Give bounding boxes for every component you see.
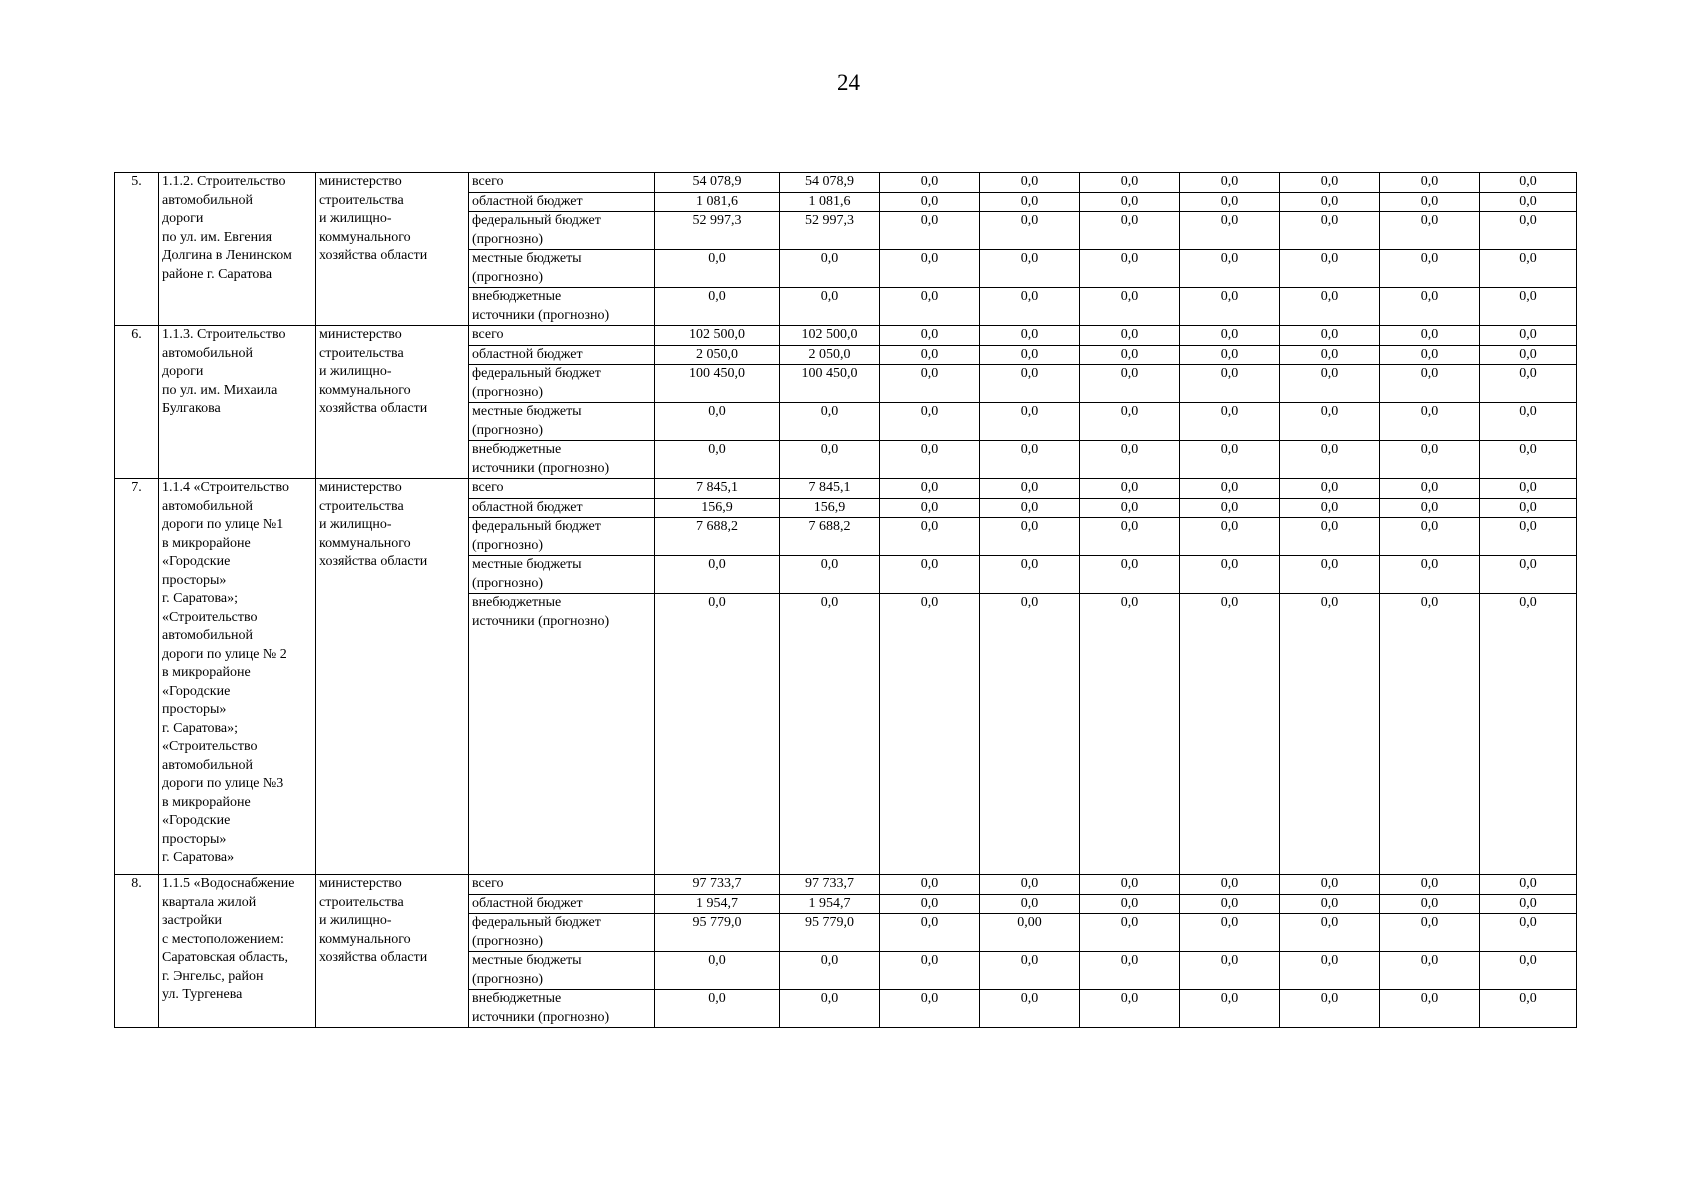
amount-cell: 0,0 bbox=[980, 403, 1080, 441]
amount-cell: 0,0 bbox=[1480, 250, 1577, 288]
amount-cell: 156,9 bbox=[780, 498, 880, 518]
amount-cell: 0,0 bbox=[980, 173, 1080, 193]
row-number: 7. bbox=[115, 479, 159, 875]
amount-cell: 1 954,7 bbox=[780, 894, 880, 914]
amount-cell: 0,0 bbox=[1080, 952, 1180, 990]
amount-cell: 0,0 bbox=[1180, 365, 1280, 403]
amount-cell: 0,0 bbox=[1380, 894, 1480, 914]
amount-cell: 0,0 bbox=[980, 498, 1080, 518]
amount-cell: 0,0 bbox=[1380, 990, 1480, 1028]
amount-cell: 0,0 bbox=[1280, 288, 1380, 326]
amount-cell: 0,0 bbox=[1480, 518, 1577, 556]
funding-source: областной бюджет bbox=[469, 498, 655, 518]
amount-cell: 0,0 bbox=[1480, 192, 1577, 212]
amount-cell: 0,0 bbox=[1180, 326, 1280, 346]
amount-cell: 0,0 bbox=[1480, 556, 1577, 594]
executor: министерство строительства и жилищно- коммунального хозяйства области bbox=[316, 875, 469, 1028]
amount-cell: 0,0 bbox=[980, 441, 1080, 479]
amount-cell: 0,0 bbox=[1480, 441, 1577, 479]
amount-cell: 0,0 bbox=[1280, 990, 1380, 1028]
amount-cell: 0,0 bbox=[880, 288, 980, 326]
amount-cell: 0,0 bbox=[1180, 345, 1280, 365]
amount-cell: 0,0 bbox=[980, 212, 1080, 250]
amount-cell: 0,0 bbox=[1080, 556, 1180, 594]
amount-cell: 0,0 bbox=[880, 556, 980, 594]
funding-source: всего bbox=[469, 875, 655, 895]
amount-cell: 0,0 bbox=[1380, 326, 1480, 346]
amount-cell: 0,0 bbox=[655, 441, 780, 479]
amount-cell: 0,0 bbox=[655, 288, 780, 326]
amount-cell: 0,0 bbox=[1180, 894, 1280, 914]
amount-cell: 0,0 bbox=[1280, 894, 1380, 914]
amount-cell: 0,0 bbox=[1480, 479, 1577, 499]
amount-cell: 0,0 bbox=[655, 990, 780, 1028]
amount-cell: 0,0 bbox=[1380, 365, 1480, 403]
row-number: 8. bbox=[115, 875, 159, 1028]
amount-cell: 1 081,6 bbox=[780, 192, 880, 212]
amount-cell: 0,00 bbox=[980, 914, 1080, 952]
amount-cell: 0,0 bbox=[1280, 250, 1380, 288]
funding-source: местные бюджеты (прогнозно) bbox=[469, 250, 655, 288]
amount-cell: 0,0 bbox=[1180, 556, 1280, 594]
table-row bbox=[115, 326, 1577, 346]
amount-cell: 0,0 bbox=[1380, 875, 1480, 895]
amount-cell: 100 450,0 bbox=[780, 365, 880, 403]
funding-source: внебюджетные источники (прогнозно) bbox=[469, 441, 655, 479]
amount-cell: 0,0 bbox=[1480, 345, 1577, 365]
funding-source: всего bbox=[469, 173, 655, 193]
amount-cell: 0,0 bbox=[1380, 250, 1480, 288]
page-number: 24 bbox=[837, 70, 860, 95]
amount-cell: 0,0 bbox=[880, 518, 980, 556]
amount-cell: 0,0 bbox=[1480, 403, 1577, 441]
amount-cell: 0,0 bbox=[1380, 173, 1480, 193]
amount-cell: 0,0 bbox=[1180, 594, 1280, 875]
amount-cell: 0,0 bbox=[1080, 875, 1180, 895]
amount-cell: 0,0 bbox=[1180, 173, 1280, 193]
amount-cell: 102 500,0 bbox=[780, 326, 880, 346]
amount-cell: 0,0 bbox=[1480, 365, 1577, 403]
amount-cell: 0,0 bbox=[1480, 894, 1577, 914]
row-number: 5. bbox=[115, 173, 159, 326]
amount-cell: 0,0 bbox=[1080, 594, 1180, 875]
amount-cell: 0,0 bbox=[1480, 173, 1577, 193]
amount-cell: 0,0 bbox=[1380, 518, 1480, 556]
amount-cell: 0,0 bbox=[880, 594, 980, 875]
amount-cell: 0,0 bbox=[1180, 914, 1280, 952]
amount-cell: 54 078,9 bbox=[780, 173, 880, 193]
activity-name: 1.1.4 «Строительство автомобильной дороги по улице №1 в микрорайоне «Городские просторы» г. Саратова»; «Строительство автомобильной дороги по улице № 2 в микрорайоне «Городские просторы» г. Саратова»; «Строительство автомобильной дороги по улице №3 в микрорайоне «Городские просторы» г. Саратова» bbox=[159, 479, 316, 875]
funding-source: местные бюджеты (прогнозно) bbox=[469, 556, 655, 594]
funding-source: федеральный бюджет (прогнозно) bbox=[469, 518, 655, 556]
amount-cell: 0,0 bbox=[655, 952, 780, 990]
amount-cell: 0,0 bbox=[880, 326, 980, 346]
amount-cell: 0,0 bbox=[1480, 914, 1577, 952]
amount-cell: 0,0 bbox=[880, 441, 980, 479]
amount-cell: 7 688,2 bbox=[655, 518, 780, 556]
amount-cell: 52 997,3 bbox=[780, 212, 880, 250]
amount-cell: 0,0 bbox=[980, 894, 1080, 914]
amount-cell: 0,0 bbox=[980, 250, 1080, 288]
amount-cell: 0,0 bbox=[980, 556, 1080, 594]
amount-cell: 0,0 bbox=[1180, 518, 1280, 556]
amount-cell: 0,0 bbox=[1280, 952, 1380, 990]
amount-cell: 0,0 bbox=[780, 250, 880, 288]
funding-source: всего bbox=[469, 479, 655, 499]
amount-cell: 0,0 bbox=[1180, 212, 1280, 250]
budget-table bbox=[114, 172, 1577, 1028]
funding-source: местные бюджеты (прогнозно) bbox=[469, 403, 655, 441]
amount-cell: 0,0 bbox=[980, 990, 1080, 1028]
funding-source: внебюджетные источники (прогнозно) bbox=[469, 594, 655, 875]
amount-cell: 2 050,0 bbox=[655, 345, 780, 365]
funding-source: всего bbox=[469, 326, 655, 346]
amount-cell: 0,0 bbox=[880, 952, 980, 990]
amount-cell: 0,0 bbox=[1280, 875, 1380, 895]
funding-source: федеральный бюджет (прогнозно) bbox=[469, 914, 655, 952]
amount-cell: 0,0 bbox=[880, 403, 980, 441]
amount-cell: 0,0 bbox=[655, 403, 780, 441]
amount-cell: 0,0 bbox=[1380, 594, 1480, 875]
amount-cell: 0,0 bbox=[880, 894, 980, 914]
amount-cell: 7 845,1 bbox=[780, 479, 880, 499]
amount-cell: 0,0 bbox=[1180, 952, 1280, 990]
amount-cell: 0,0 bbox=[880, 498, 980, 518]
amount-cell: 0,0 bbox=[780, 556, 880, 594]
amount-cell: 0,0 bbox=[780, 403, 880, 441]
amount-cell: 2 050,0 bbox=[780, 345, 880, 365]
amount-cell: 0,0 bbox=[780, 990, 880, 1028]
table-row bbox=[115, 875, 1577, 895]
amount-cell: 0,0 bbox=[880, 914, 980, 952]
amount-cell: 0,0 bbox=[1280, 914, 1380, 952]
amount-cell: 0,0 bbox=[1280, 365, 1380, 403]
amount-cell: 0,0 bbox=[880, 345, 980, 365]
amount-cell: 0,0 bbox=[980, 345, 1080, 365]
funding-source: внебюджетные источники (прогнозно) bbox=[469, 288, 655, 326]
amount-cell: 0,0 bbox=[1380, 479, 1480, 499]
amount-cell: 97 733,7 bbox=[655, 875, 780, 895]
amount-cell: 0,0 bbox=[1180, 498, 1280, 518]
amount-cell: 100 450,0 bbox=[655, 365, 780, 403]
amount-cell: 0,0 bbox=[1280, 345, 1380, 365]
amount-cell: 0,0 bbox=[1080, 441, 1180, 479]
amount-cell: 0,0 bbox=[1180, 192, 1280, 212]
amount-cell: 0,0 bbox=[1480, 326, 1577, 346]
amount-cell: 0,0 bbox=[980, 192, 1080, 212]
amount-cell: 1 954,7 bbox=[655, 894, 780, 914]
executor: министерство строительства и жилищно- коммунального хозяйства области bbox=[316, 173, 469, 326]
amount-cell: 0,0 bbox=[1080, 498, 1180, 518]
amount-cell: 0,0 bbox=[980, 594, 1080, 875]
amount-cell: 0,0 bbox=[880, 875, 980, 895]
amount-cell: 0,0 bbox=[1080, 365, 1180, 403]
amount-cell: 0,0 bbox=[780, 288, 880, 326]
amount-cell: 0,0 bbox=[1380, 212, 1480, 250]
amount-cell: 0,0 bbox=[780, 594, 880, 875]
amount-cell: 95 779,0 bbox=[655, 914, 780, 952]
amount-cell: 0,0 bbox=[1180, 250, 1280, 288]
amount-cell: 95 779,0 bbox=[780, 914, 880, 952]
amount-cell: 0,0 bbox=[1380, 192, 1480, 212]
amount-cell: 0,0 bbox=[780, 441, 880, 479]
row-number: 6. bbox=[115, 326, 159, 479]
amount-cell: 1 081,6 bbox=[655, 192, 780, 212]
amount-cell: 0,0 bbox=[780, 952, 880, 990]
amount-cell: 102 500,0 bbox=[655, 326, 780, 346]
funding-source: областной бюджет bbox=[469, 894, 655, 914]
amount-cell: 0,0 bbox=[1480, 952, 1577, 990]
amount-cell: 0,0 bbox=[1280, 594, 1380, 875]
amount-cell: 0,0 bbox=[1080, 192, 1180, 212]
amount-cell: 0,0 bbox=[655, 556, 780, 594]
amount-cell: 97 733,7 bbox=[780, 875, 880, 895]
amount-cell: 0,0 bbox=[880, 365, 980, 403]
amount-cell: 0,0 bbox=[1480, 990, 1577, 1028]
amount-cell: 0,0 bbox=[1080, 173, 1180, 193]
amount-cell: 0,0 bbox=[1480, 594, 1577, 875]
amount-cell: 0,0 bbox=[1380, 403, 1480, 441]
amount-cell: 0,0 bbox=[1380, 288, 1480, 326]
amount-cell: 0,0 bbox=[1280, 403, 1380, 441]
amount-cell: 0,0 bbox=[980, 288, 1080, 326]
amount-cell: 0,0 bbox=[1280, 479, 1380, 499]
amount-cell: 0,0 bbox=[1080, 326, 1180, 346]
amount-cell: 0,0 bbox=[1180, 441, 1280, 479]
amount-cell: 0,0 bbox=[980, 952, 1080, 990]
amount-cell: 0,0 bbox=[1380, 914, 1480, 952]
amount-cell: 0,0 bbox=[1280, 518, 1380, 556]
amount-cell: 0,0 bbox=[1280, 192, 1380, 212]
amount-cell: 0,0 bbox=[1080, 518, 1180, 556]
funding-source: федеральный бюджет (прогнозно) bbox=[469, 212, 655, 250]
amount-cell: 0,0 bbox=[1280, 173, 1380, 193]
amount-cell: 0,0 bbox=[880, 990, 980, 1028]
amount-cell: 52 997,3 bbox=[655, 212, 780, 250]
amount-cell: 0,0 bbox=[1180, 479, 1280, 499]
activity-name: 1.1.3. Строительство автомобильной дороги по ул. им. Михаила Булгакова bbox=[159, 326, 316, 479]
amount-cell: 0,0 bbox=[655, 250, 780, 288]
amount-cell: 7 845,1 bbox=[655, 479, 780, 499]
executor: министерство строительства и жилищно- коммунального хозяйства области bbox=[316, 326, 469, 479]
amount-cell: 0,0 bbox=[880, 250, 980, 288]
amount-cell: 0,0 bbox=[880, 212, 980, 250]
amount-cell: 0,0 bbox=[1280, 326, 1380, 346]
amount-cell: 0,0 bbox=[980, 518, 1080, 556]
amount-cell: 0,0 bbox=[1280, 441, 1380, 479]
amount-cell: 0,0 bbox=[1480, 212, 1577, 250]
amount-cell: 0,0 bbox=[1380, 952, 1480, 990]
amount-cell: 0,0 bbox=[655, 594, 780, 875]
table-row bbox=[115, 173, 1577, 193]
amount-cell: 0,0 bbox=[980, 326, 1080, 346]
amount-cell: 0,0 bbox=[1080, 914, 1180, 952]
amount-cell: 0,0 bbox=[1280, 556, 1380, 594]
amount-cell: 0,0 bbox=[1080, 990, 1180, 1028]
funding-source: местные бюджеты (прогнозно) bbox=[469, 952, 655, 990]
amount-cell: 0,0 bbox=[1180, 875, 1280, 895]
amount-cell: 0,0 bbox=[1080, 212, 1180, 250]
amount-cell: 0,0 bbox=[1180, 990, 1280, 1028]
amount-cell: 0,0 bbox=[1180, 403, 1280, 441]
funding-source: областной бюджет bbox=[469, 345, 655, 365]
amount-cell: 0,0 bbox=[1480, 288, 1577, 326]
amount-cell: 0,0 bbox=[1080, 345, 1180, 365]
amount-cell: 0,0 bbox=[1280, 498, 1380, 518]
amount-cell: 0,0 bbox=[980, 875, 1080, 895]
amount-cell: 0,0 bbox=[1380, 556, 1480, 594]
activity-name: 1.1.5 «Водоснабжение квартала жилой застройки с местоположением: Саратовская область, г. Энгельс, район ул. Тургенева bbox=[159, 875, 316, 1028]
amount-cell: 7 688,2 bbox=[780, 518, 880, 556]
table-row bbox=[115, 479, 1577, 499]
amount-cell: 0,0 bbox=[980, 479, 1080, 499]
funding-source: федеральный бюджет (прогнозно) bbox=[469, 365, 655, 403]
amount-cell: 0,0 bbox=[1380, 441, 1480, 479]
executor: министерство строительства и жилищно- коммунального хозяйства области bbox=[316, 479, 469, 875]
amount-cell: 156,9 bbox=[655, 498, 780, 518]
amount-cell: 0,0 bbox=[880, 479, 980, 499]
amount-cell: 0,0 bbox=[880, 192, 980, 212]
amount-cell: 0,0 bbox=[1480, 498, 1577, 518]
amount-cell: 54 078,9 bbox=[655, 173, 780, 193]
amount-cell: 0,0 bbox=[1080, 250, 1180, 288]
amount-cell: 0,0 bbox=[880, 173, 980, 193]
amount-cell: 0,0 bbox=[1080, 288, 1180, 326]
amount-cell: 0,0 bbox=[1280, 212, 1380, 250]
table-body bbox=[115, 173, 1577, 1028]
amount-cell: 0,0 bbox=[1480, 875, 1577, 895]
amount-cell: 0,0 bbox=[1180, 288, 1280, 326]
amount-cell: 0,0 bbox=[1380, 345, 1480, 365]
funding-source: областной бюджет bbox=[469, 192, 655, 212]
amount-cell: 0,0 bbox=[1380, 498, 1480, 518]
activity-name: 1.1.2. Строительство автомобильной дороги по ул. им. Евгения Долгина в Ленинском районе г. Саратова bbox=[159, 173, 316, 326]
funding-source: внебюджетные источники (прогнозно) bbox=[469, 990, 655, 1028]
amount-cell: 0,0 bbox=[980, 365, 1080, 403]
amount-cell: 0,0 bbox=[1080, 403, 1180, 441]
amount-cell: 0,0 bbox=[1080, 479, 1180, 499]
amount-cell: 0,0 bbox=[1080, 894, 1180, 914]
